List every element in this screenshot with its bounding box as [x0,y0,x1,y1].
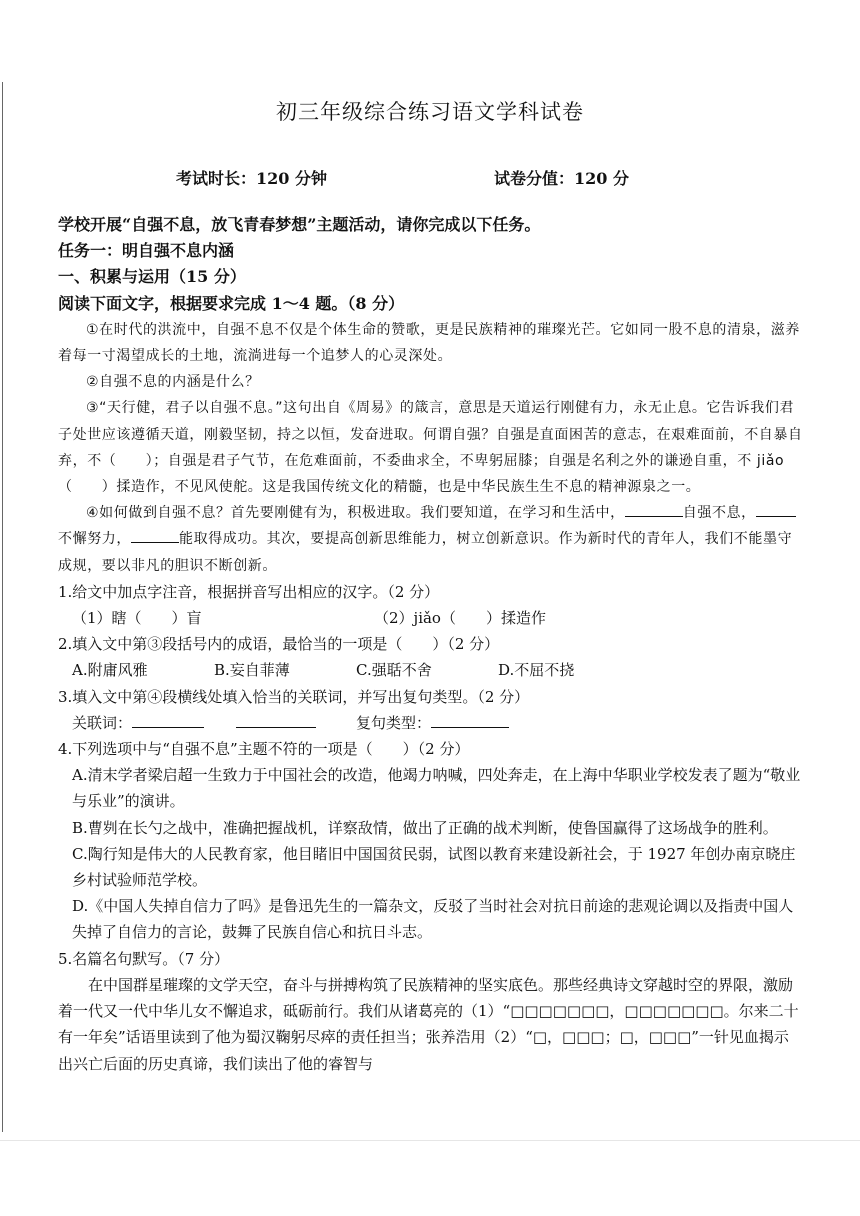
question-4-stem: 4.下列选项中与“自强不息”主题不符的一项是（ ）（2 分） [58,740,470,759]
sentence-type-answer[interactable] [431,713,509,728]
connective-label: 关联词： [72,713,133,732]
exam-time: 考试时长：120 分钟 [176,169,327,188]
question-4-option-b[interactable]: B.曹刿在长勺之战中，准确把握战机，详察敌情，做出了正确的战术判断，使鲁国赢得了这场战争的胜利。 [72,818,778,837]
passage-paragraph-2: ②自强不息的内涵是什么？ [86,374,260,391]
question-5-text: 在中国群星璀璨的文学天空，奋斗与拼搏构筑了民族精神的坚实底色。那些经典诗文穿越时空的界限，激励着一代又一代中华儿女不懈追求，砥砺前行。我们从诸葛亮的（1）“□□□□□□□，□□□□□□□。尔来二十有一年矣”话语里读到了他为蜀汉鞠躬尽瘁的责任担当；张养浩用（2）“□，□□□；□，□□□”一针见血揭示出兴亡后面的历史真谛，我们读出了他的睿智与 [58,975,799,1073]
option-d[interactable]: D.不屈不挠 [498,661,575,680]
passage-paragraph-4 [58,500,803,579]
question-1-item-2: （2）jiǎo（ ）揉造作 [374,609,546,628]
intro-text: 学校开展“自强不息，放飞青春梦想”主题活动，请你完成以下任务。 [58,215,541,234]
question-2-stem: 2.填入文中第③段括号内的成语，最恰当的一项是（ ）（2 分） [58,635,500,654]
question-5-stem: 5.名篇名句默写。（7 分） [58,949,230,968]
section-heading: 一、积累与运用（15 分） [58,267,246,287]
question-1-stem: 1.给文中加点字注音，根据拼音写出相应的汉字。（2 分） [58,582,440,601]
question-2-options [58,657,803,683]
question-1-items [58,605,803,631]
question-3-stem: 3.填入文中第④段横线处填入恰当的关联词，并写出复句类型。（2 分） [58,687,530,706]
passage-paragraph-3: ③“天行健，君子以自强不息。”这句出自《周易》的箴言，意思是天道运行刚健有力，永无止息。它告诉我们君子处世应该遵循天道，刚毅坚韧，持之以恒，发奋进取。何谓自强？自强是直面困苦的意志，在艰难面前，不自暴自弃，不（ ）；自强是君子气节，在危难面前，不委曲求全，不卑躬屈膝；自强是名利之外的谦逊自重，不 jiǎo（ ）揉造作，不见风使舵。这是我国传统文化的精髓，也是中华民族生生不息的精神源泉之一。 [58,400,803,496]
sentence-type-label: 复句类型： [356,713,432,732]
question-1-item-1: （1）瞎（ ）盲 [72,609,202,628]
question-4-option-a[interactable]: A.清末学者梁启超一生致力于中国社会的改造，他竭力呐喊，四处奔走，在上海中华职业学校发表了题为“敬业与乐业”的演讲。 [72,766,801,811]
blank-connective-3[interactable] [131,528,179,543]
exam-content [58,212,803,1077]
paragraph-4-text-c: 不懈努力， [58,531,131,548]
paragraph-4-text-a: ④如何做到自强不息？首先要刚健有为，积极进取。我们要知道，在学习和生活中， [86,505,625,522]
option-c[interactable]: C.强聒不舍 [356,661,432,680]
passage-paragraph-1: ①在时代的洪流中，自强不息不仅是个体生命的赞歌，更是民族精神的璀璨光芒。它如同一股不息的清泉，滋养着每一寸渴望成长的土地，流淌进每一个追梦人的心灵深处。 [58,321,800,365]
paragraph-4-text-d: 能取得成功。其次，要提高创新思维能力，树立创新意识。作为新时代的青年人，我们不能墨守成规，要以非凡的胆识不断创新。 [58,531,793,574]
option-a[interactable]: A.附庸风雅 [72,661,148,680]
exam-title: 初三年级综合练习语文学科试卷 [276,100,584,124]
option-b[interactable]: B.妄自菲薄 [214,661,290,680]
paragraph-4-text-b: 自强不息， [682,505,756,522]
question-3-answer-row [58,710,803,736]
task-heading: 任务一：明自强不息内涵 [58,241,235,261]
blank-connective-1[interactable] [625,502,683,517]
exam-score: 试卷分值：120 分 [494,169,629,188]
reading-instruction: 阅读下面文字，根据要求完成 1～4 题。（8 分） [58,293,405,313]
question-4-option-d[interactable]: D.《中国人失掉自信力了吗》是鲁迅先生的一篇杂文，反驳了当时社会对抗日前途的悲观论调以及指责中国人失掉了自信力的言论，鼓舞了民族自信心和抗日斗志。 [72,897,794,942]
scan-edge-line [2,82,3,1132]
page-bottom-edge [0,1140,860,1141]
connective-answer-1[interactable] [132,713,204,728]
blank-connective-2[interactable] [756,502,796,517]
question-4-option-c[interactable]: C.陶行知是伟大的人民教育家，他目睹旧中国国贫民弱，试图以教育来建设新社会，于 1927 年创办南京晓庄乡村试验师范学校。 [72,844,796,890]
connective-answer-2[interactable] [236,713,316,728]
